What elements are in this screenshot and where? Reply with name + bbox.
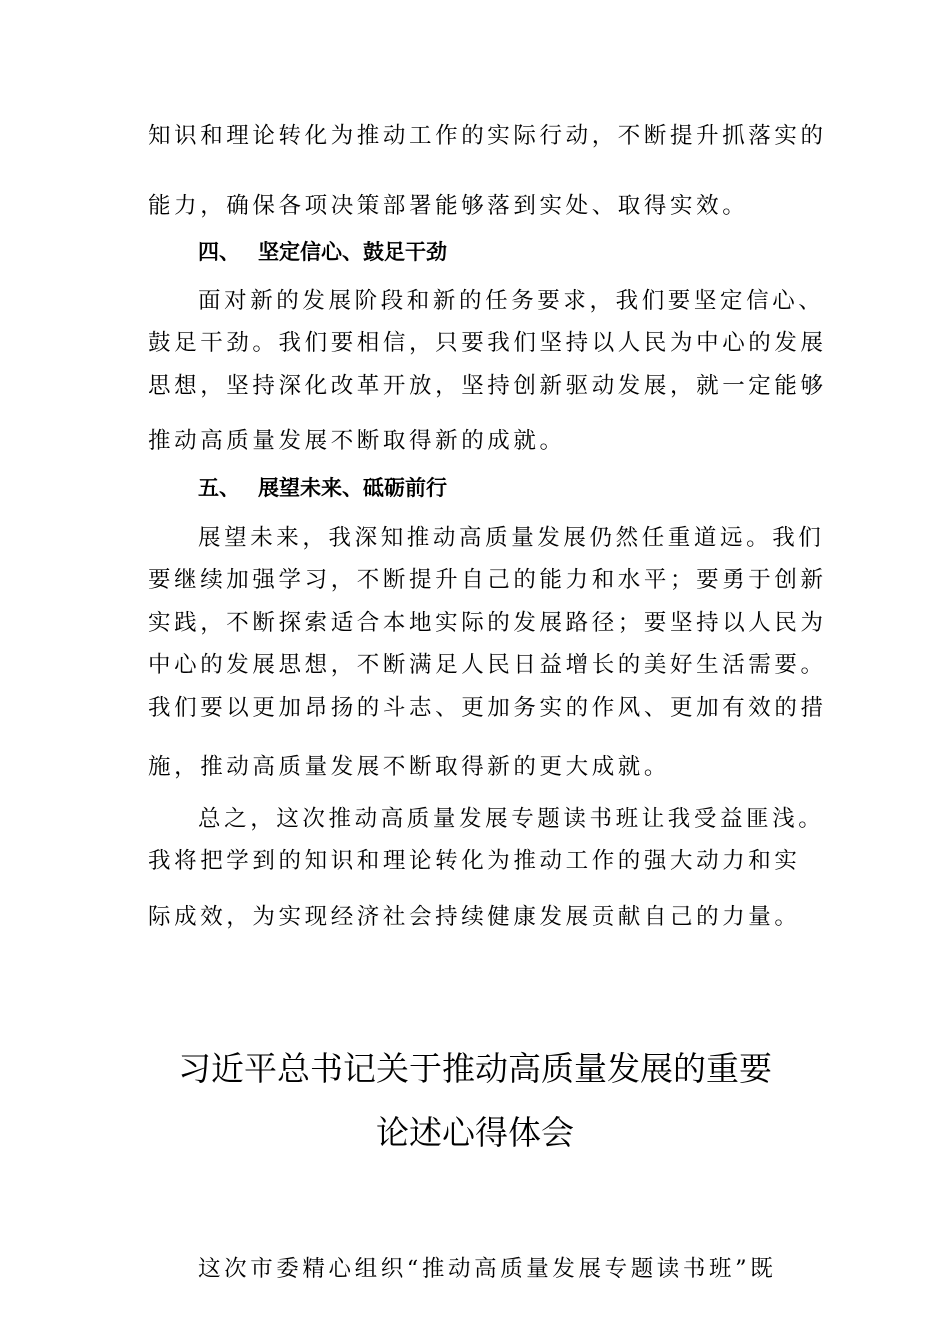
body-text-line: 展望未来，我深知推动高质量发展仍然任重道远。我们 <box>198 525 825 551</box>
section-heading-4 <box>198 237 447 267</box>
body-text-line: 鼓足干劲。我们要相信，只要我们坚持以人民为中心的发展 <box>148 330 827 356</box>
body-text-line: 总之，这次推动高质量发展专题读书班让我受益匪浅。 <box>198 806 825 832</box>
body-text-line: 我们要以更加昂扬的斗志、更加务实的作风、更加有效的措 <box>148 695 827 721</box>
article-title-continued: 论述心得体会 <box>376 1113 574 1152</box>
body-text-line: 施，推动高质量发展不断取得新的更大成就。 <box>148 754 671 780</box>
section-title: 展望未来、砥砺前行 <box>258 476 447 500</box>
section-number: 五、 <box>198 476 240 500</box>
body-text-line: 我将把学到的知识和理论转化为推动工作的强大动力和实 <box>148 848 801 874</box>
body-text-line: 中心的发展思想，不断满足人民日益增长的美好生活需要。 <box>148 652 827 678</box>
body-text-line: 能力，确保各项决策部署能够落到实处、取得实效。 <box>148 193 749 219</box>
body-text-line: 这次市委精心组织“推动高质量发展专题读书班”既 <box>198 1256 777 1282</box>
article-title: 习近平总书记关于推动高质量发展的重要 <box>178 1049 772 1088</box>
body-text-line: 推动高质量发展不断取得新的成就。 <box>148 428 566 454</box>
body-text-line: 知识和理论转化为推动工作的实际行动，不断提升抓落实的 <box>148 123 827 149</box>
section-heading-5 <box>198 473 447 503</box>
body-text-line: 要继续加强学习，不断提升自己的能力和水平；要勇于创新 <box>148 567 827 593</box>
body-text-line: 面对新的发展阶段和新的任务要求，我们要坚定信心、 <box>198 288 825 314</box>
body-text-line: 际成效，为实现经济社会持续健康发展贡献自己的力量。 <box>148 904 801 930</box>
body-text-line: 实践，不断探索适合本地实际的发展路径；要坚持以人民为 <box>148 610 827 636</box>
section-number: 四、 <box>198 240 240 264</box>
body-text-line: 思想，坚持深化改革开放，坚持创新驱动发展，就一定能够 <box>148 373 827 399</box>
section-title: 坚定信心、鼓足干劲 <box>258 240 447 264</box>
